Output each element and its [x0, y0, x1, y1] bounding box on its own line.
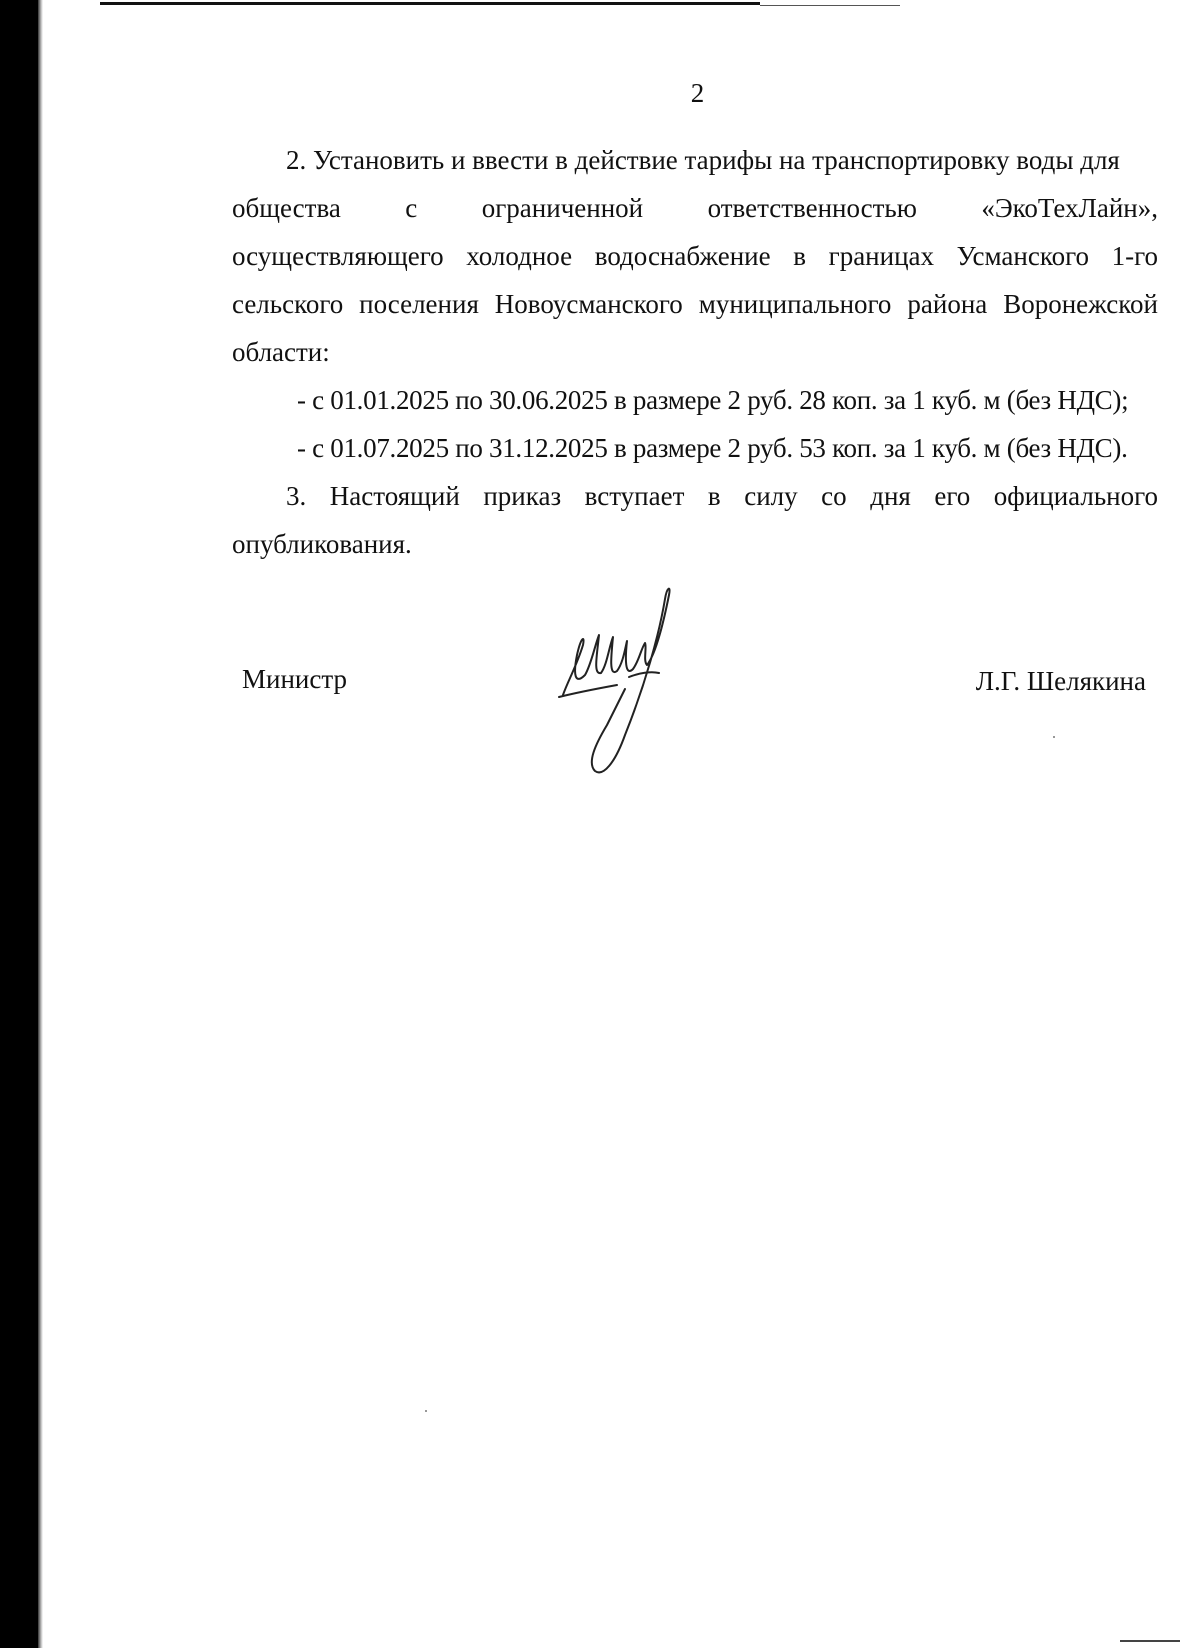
paragraph-2-line-2	[232, 184, 1158, 232]
paragraph-2-line-1: 2. Установить и ввести в действие тарифы на транспортировку воды для	[286, 145, 1120, 175]
signatory-name: Л.Г. Шелякина	[975, 666, 1146, 696]
tariff-item: - с 01.01.2025 по 30.06.2025 в размере 2 руб. 28 коп. за 1 куб. м (без НДС);	[297, 385, 1129, 415]
word: ограниченной	[481, 193, 644, 223]
scan-speck	[1053, 736, 1055, 738]
word: ответственностью	[707, 193, 917, 223]
word: с	[405, 193, 418, 223]
scan-edge-shadow	[38, 0, 43, 1648]
scan-speck	[425, 1410, 427, 1412]
scan-edge	[0, 0, 38, 1648]
scan-top-rule-thin	[760, 5, 900, 6]
scan-top-rule	[100, 2, 760, 5]
word: «ЭкоТехЛайн»,	[981, 193, 1158, 223]
document-body	[232, 136, 1158, 568]
signatory-title: Министр	[242, 664, 347, 694]
word: общества	[232, 193, 341, 223]
scan-corner-mark	[1120, 1640, 1180, 1642]
page-number: 2	[690, 78, 705, 108]
handwritten-signature	[555, 585, 705, 785]
tariff-item: - с 01.07.2025 по 31.12.2025 в размере 2 руб. 53 коп. за 1 куб. м (без НДС).	[297, 433, 1128, 463]
paragraph-2-rest: осуществляющего холодное водоснабжение в границах Усманского 1-го сельского поселения Новоусманского муниципального района Воронежской области:	[232, 241, 1158, 367]
paragraph-3: 3. Настоящий приказ вступает в силу со дня его официального опубликования.	[232, 481, 1158, 559]
